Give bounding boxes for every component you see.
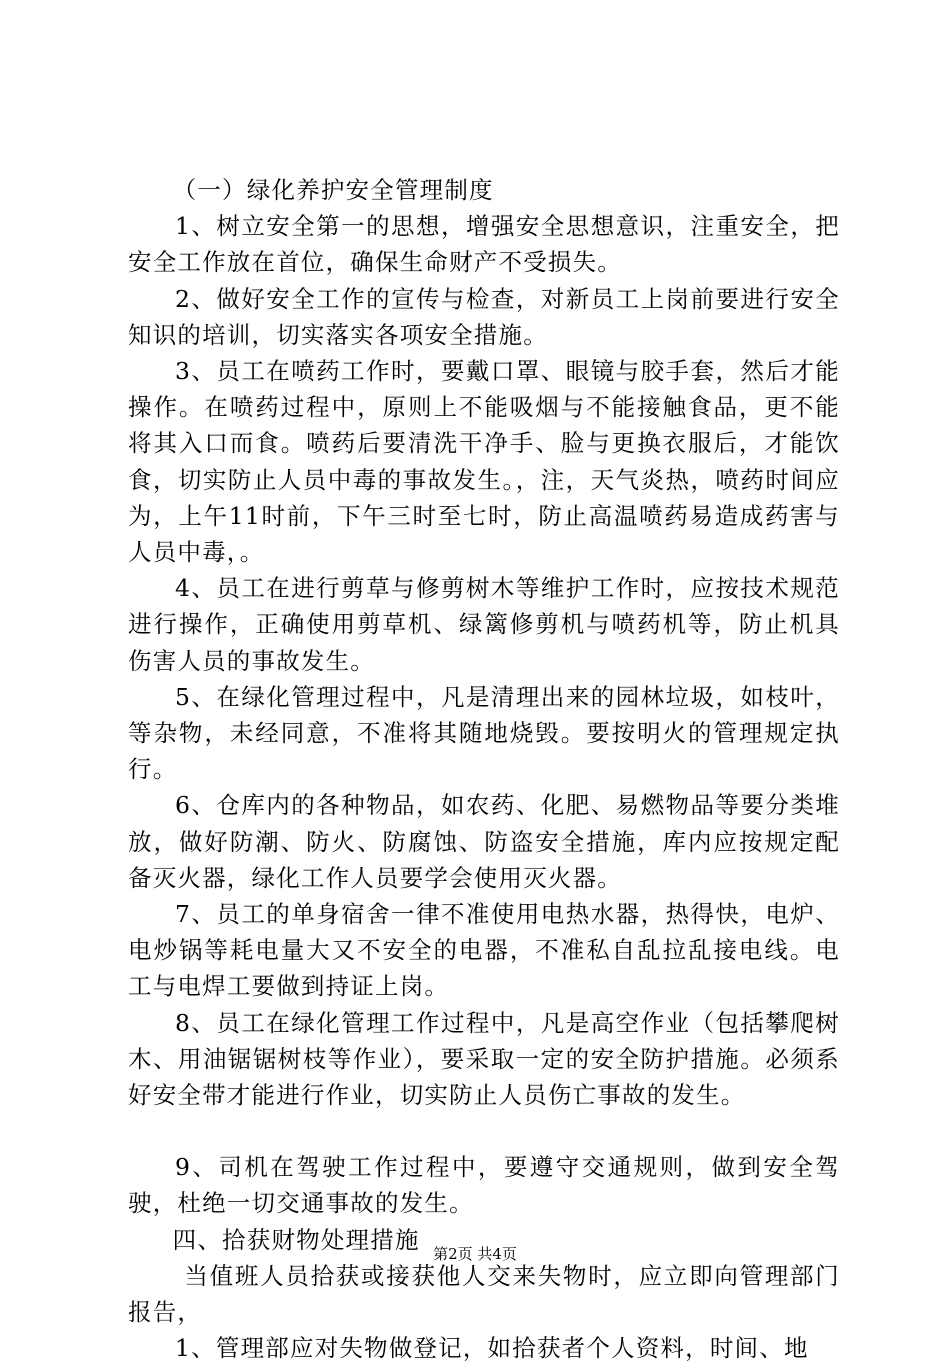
page-footer: 第2页 共4页 [433,1245,517,1263]
paragraph-lost-property-intro: 当值班人员拾获或接获他人交来失物时，应立即向管理部门报告， [128,1261,840,1327]
paragraph-item-8: 8、员工在绿化管理工作过程中，凡是高空作业（包括攀爬树木、用油锯锯树枝等作业），要采取一定的安全防护措施。必须系好安全带才能进行作业，切实防止人员伤亡事故的发生。 [128,1008,840,1110]
document-body [128,172,840,1367]
paragraph-lost-property-item-1: 1、管理部应对失物做登记，如拾获者个人资料，时间、地 [175,1334,809,1363]
paragraph-item-9: 9、司机在驾驶工作过程中，要遵守交通规则，做到安全驾驶，杜绝一切交通事故的发生。 [128,1153,840,1218]
paragraph-item-5: 5、在绿化管理过程中，凡是清理出来的园林垃圾，如枝叶，等杂物，未经同意，不准将其随地烧毁。要按明火的管理规定执行。 [128,682,840,784]
section-heading-greening-safety: （一）绿化养护安全管理制度 [172,176,494,204]
paragraph-item-4: 4、员工在进行剪草与修剪树木等维护工作时，应按技术规范进行操作，正确使用剪草机、绿篱修剪机与喷药机等，防止机具伤害人员的事故发生。 [128,574,840,675]
paragraph-item-3: 3、员工在喷药工作时，要戴口罩、眼镜与胶手套，然后才能操作。在喷药过程中，原则上不能吸烟与不能接触食品，更不能将其入口而食。喷药后要清洗干净手、脸与更换衣服后，才能饮食，切实防止人员中毒的事故发生。，注，天气炎热，喷药时间应为，上午11时前，下午三时至七时，防止高温喷药易造成药害与人员中毒，。 [128,357,840,567]
paragraph-item-2: 2、做好安全工作的宣传与检查，对新员工上岗前要进行安全知识的培训，切实落实各项安全措施。 [128,284,840,349]
paragraph-item-1: 1、树立安全第一的思想，增强安全思想意识，注重安全，把安全工作放在首位，确保生命财产不受损失。 [128,212,840,277]
section-heading-lost-property: 四、拾获财物处理措施 [172,1225,420,1254]
paragraph-item-6: 6、仓库内的各种物品，如农药、化肥、易燃物品等要分类堆放，做好防潮、防火、防腐蚀、防盗安全措施，库内应按规定配备灭火器，绿化工作人员要学会使用灭火器。 [128,791,840,892]
paragraph-item-7: 7、员工的单身宿舍一律不准使用电热水器，热得快，电炉、电炒锅等耗电量大又不安全的电器，不准私自乱拉乱接电线。电工与电焊工要做到持证上岗。 [128,900,840,1001]
